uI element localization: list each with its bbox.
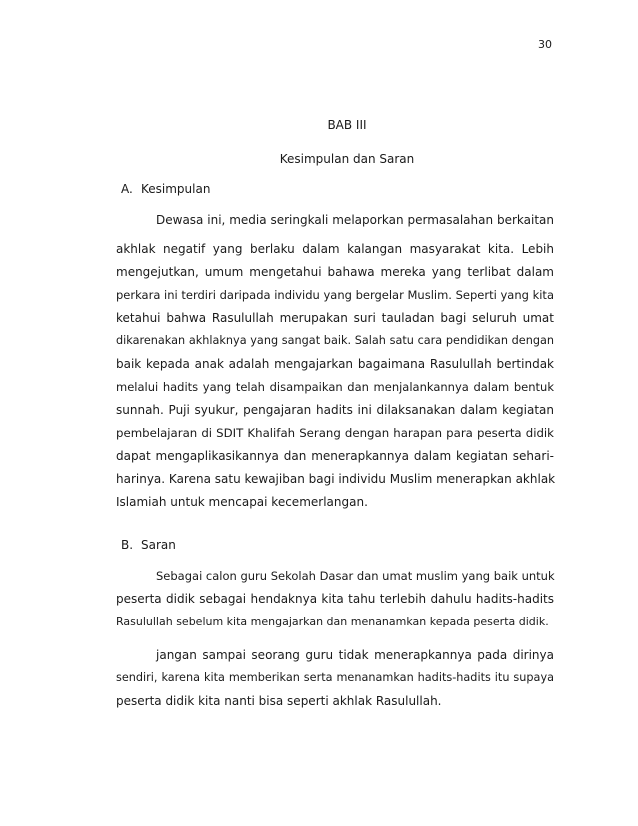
section-a-title: Kesimpulan (141, 182, 211, 196)
paragraph-line: baik kepada anak adalah mengajarkan bagaimana Rasulullah bertindak (116, 357, 554, 371)
paragraph-line: Islamiah untuk mencapai kecemerlangan. (116, 495, 368, 509)
section-b-letter: B. (121, 538, 134, 552)
paragraph-line: dikarenakan akhlaknya yang sangat baik. Salah satu cara pendidikan dengan (116, 334, 554, 347)
paragraph-line: akhlak negatif yang berlaku dalam kalangan masyarakat kita. Lebih (116, 242, 554, 256)
paragraph-line: harinya. Karena satu kewajiban bagi individu Muslim menerapkan akhlak (116, 472, 556, 486)
paragraph-line: Sebagai calon guru Sekolah Dasar dan umat muslim yang baik untuk (156, 569, 555, 583)
section-b-heading (121, 538, 176, 552)
paragraph-line: perkara ini terdiri daripada individu yang bergelar Muslim. Seperti yang kita (116, 288, 554, 302)
chapter-title: Kesimpulan dan Saran (279, 152, 415, 166)
paragraph-line: melalui hadits yang telah disampaikan dan menjalankannya dalam bentuk (116, 380, 554, 394)
paragraph-line: peserta didik sebagai hendaknya kita tahu terlebih dahulu hadits-hadits (116, 592, 554, 606)
page-number: 30 (538, 38, 552, 51)
paragraph-line: pembelajaran di SDIT Khalifah Serang dengan harapan para peserta didik (116, 426, 554, 440)
section-b-title: Saran (141, 538, 176, 552)
paragraph-line: dapat mengaplikasikannya dan menerapkannya dalam kegiatan sehari- (116, 449, 554, 463)
section-a-letter: A. (121, 182, 133, 196)
chapter-heading: BAB III (327, 118, 367, 132)
paragraph-line: ketahui bahwa Rasulullah merupakan suri tauladan bagi seluruh umat (116, 311, 554, 325)
paragraph-line: Rasulullah sebelum kita mengajarkan dan menanamkan kepada peserta didik. (116, 615, 549, 628)
paragraph-line: Dewasa ini, media seringkali melaporkan permasalahan berkaitan (156, 213, 554, 227)
paragraph-line: sendiri, karena kita memberikan serta menanamkan hadits-hadits itu supaya (116, 671, 554, 684)
paragraph-line: mengejutkan, umum mengetahui bahawa mereka yang terlibat dalam (116, 265, 554, 279)
paragraph-line: jangan sampai seorang guru tidak menerapkannya pada dirinya (156, 648, 554, 662)
paragraph-line: peserta didik kita nanti bisa seperti akhlak Rasulullah. (116, 694, 442, 708)
paragraph-line: sunnah. Puji syukur, pengajaran hadits ini dilaksanakan dalam kegiatan (116, 403, 554, 417)
section-a-heading (121, 182, 210, 196)
